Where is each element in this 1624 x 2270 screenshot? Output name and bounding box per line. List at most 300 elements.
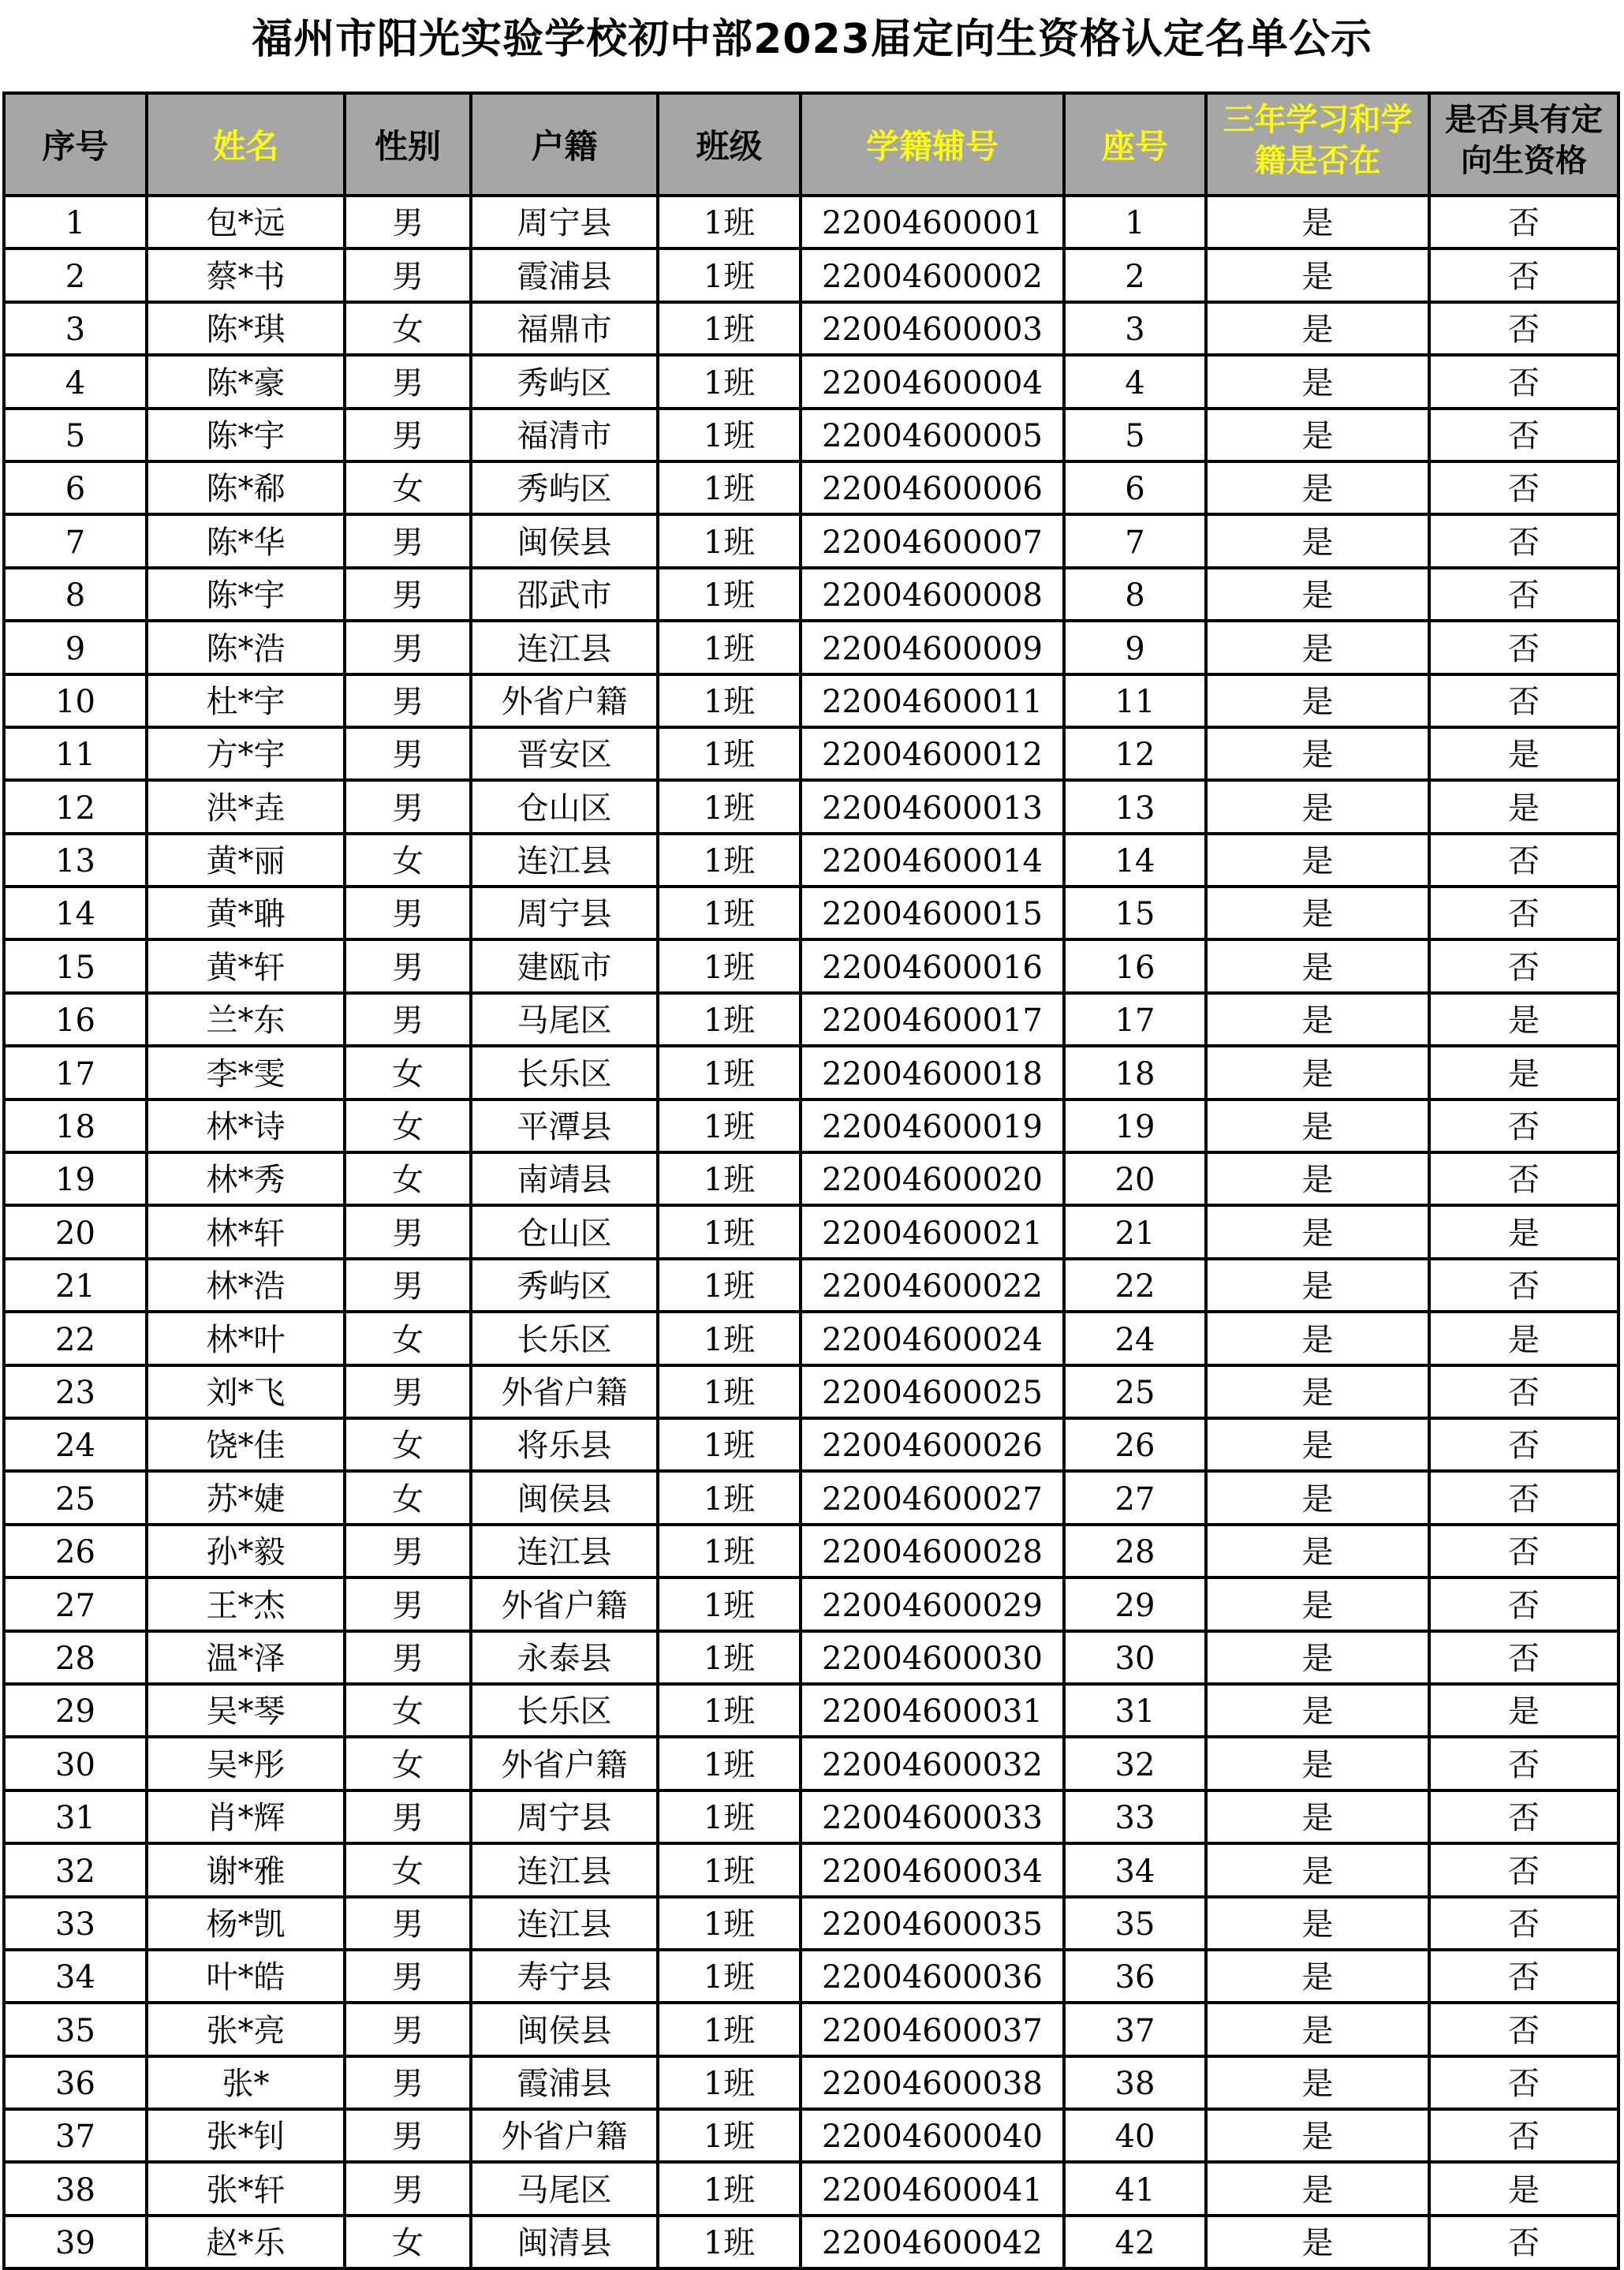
cell-three-years: 是 bbox=[1206, 993, 1429, 1046]
cell-seq: 1 bbox=[4, 196, 147, 248]
cell-gender: 男 bbox=[345, 621, 471, 674]
cell-seat: 20 bbox=[1064, 1152, 1206, 1205]
cell-three-years: 是 bbox=[1206, 302, 1429, 355]
cell-student-id: 22004600001 bbox=[801, 196, 1064, 248]
cell-gender: 女 bbox=[345, 1312, 471, 1365]
col-header-gender: 性别 bbox=[345, 93, 471, 196]
cell-name: 饶*佳 bbox=[147, 1418, 345, 1471]
cell-seat: 8 bbox=[1064, 568, 1206, 621]
cell-eligible: 是 bbox=[1429, 727, 1618, 780]
cell-class: 1班 bbox=[658, 196, 801, 248]
cell-student-id: 22004600034 bbox=[801, 1843, 1064, 1896]
cell-name: 肖*辉 bbox=[147, 1790, 345, 1843]
cell-eligible: 是 bbox=[1429, 1205, 1618, 1258]
cell-gender: 女 bbox=[345, 461, 471, 514]
table-row bbox=[4, 1418, 1618, 1471]
table-row bbox=[4, 1631, 1618, 1684]
cell-three-years: 是 bbox=[1206, 1790, 1429, 1843]
cell-seq: 2 bbox=[4, 248, 147, 301]
cell-three-years: 是 bbox=[1206, 409, 1429, 461]
cell-seat: 30 bbox=[1064, 1631, 1206, 1684]
cell-hukou: 闽侯县 bbox=[471, 514, 658, 567]
cell-eligible: 否 bbox=[1429, 2216, 1618, 2268]
cell-seat: 42 bbox=[1064, 2216, 1206, 2268]
cell-name: 杨*凯 bbox=[147, 1897, 345, 1950]
cell-eligible: 否 bbox=[1429, 1577, 1618, 1630]
cell-eligible: 否 bbox=[1429, 1259, 1618, 1312]
cell-eligible: 否 bbox=[1429, 2056, 1618, 2109]
cell-three-years: 是 bbox=[1206, 1471, 1429, 1524]
cell-class: 1班 bbox=[658, 1950, 801, 2003]
cell-eligible: 否 bbox=[1429, 1843, 1618, 1896]
table-body bbox=[4, 196, 1618, 2268]
cell-hukou: 连江县 bbox=[471, 1525, 658, 1577]
cell-student-id: 22004600006 bbox=[801, 461, 1064, 514]
cell-hukou: 寿宁县 bbox=[471, 1950, 658, 2003]
cell-student-id: 22004600033 bbox=[801, 1790, 1064, 1843]
cell-gender: 男 bbox=[345, 887, 471, 939]
cell-eligible: 否 bbox=[1429, 568, 1618, 621]
cell-eligible: 是 bbox=[1429, 1046, 1618, 1099]
cell-name: 林*轩 bbox=[147, 1205, 345, 1258]
cell-gender: 男 bbox=[345, 1365, 471, 1418]
cell-name: 杜*宇 bbox=[147, 674, 345, 727]
cell-student-id: 22004600017 bbox=[801, 993, 1064, 1046]
cell-eligible: 否 bbox=[1429, 887, 1618, 939]
cell-gender: 男 bbox=[345, 1259, 471, 1312]
cell-three-years: 是 bbox=[1206, 887, 1429, 939]
cell-class: 1班 bbox=[658, 461, 801, 514]
cell-eligible: 否 bbox=[1429, 1897, 1618, 1950]
cell-seat: 13 bbox=[1064, 780, 1206, 833]
cell-hukou: 将乐县 bbox=[471, 1418, 658, 1471]
cell-eligible: 是 bbox=[1429, 993, 1618, 1046]
table-row bbox=[4, 2216, 1618, 2268]
table-row bbox=[4, 196, 1618, 248]
cell-hukou: 马尾区 bbox=[471, 2162, 658, 2215]
cell-gender: 男 bbox=[345, 355, 471, 408]
cell-gender: 男 bbox=[345, 993, 471, 1046]
cell-seq: 29 bbox=[4, 1684, 147, 1737]
table-row bbox=[4, 302, 1618, 355]
cell-seq: 25 bbox=[4, 1471, 147, 1524]
cell-student-id: 22004600037 bbox=[801, 2003, 1064, 2055]
cell-student-id: 22004600028 bbox=[801, 1525, 1064, 1577]
cell-eligible: 否 bbox=[1429, 1471, 1618, 1524]
cell-class: 1班 bbox=[658, 355, 801, 408]
cell-name: 张*亮 bbox=[147, 2003, 345, 2055]
cell-student-id: 22004600015 bbox=[801, 887, 1064, 939]
table-row bbox=[4, 1897, 1618, 1950]
cell-class: 1班 bbox=[658, 1418, 801, 1471]
cell-class: 1班 bbox=[658, 1365, 801, 1418]
cell-student-id: 22004600029 bbox=[801, 1577, 1064, 1630]
cell-three-years: 是 bbox=[1206, 1843, 1429, 1896]
cell-class: 1班 bbox=[658, 1684, 801, 1737]
cell-seq: 36 bbox=[4, 2056, 147, 2109]
cell-name: 苏*婕 bbox=[147, 1471, 345, 1524]
cell-seat: 35 bbox=[1064, 1897, 1206, 1950]
cell-eligible: 否 bbox=[1429, 248, 1618, 301]
cell-eligible: 是 bbox=[1429, 780, 1618, 833]
cell-name: 林*诗 bbox=[147, 1100, 345, 1152]
cell-hukou: 福鼎市 bbox=[471, 302, 658, 355]
cell-eligible: 否 bbox=[1429, 2003, 1618, 2055]
col-header-hukou: 户籍 bbox=[471, 93, 658, 196]
cell-name: 温*泽 bbox=[147, 1631, 345, 1684]
cell-name: 吴*彤 bbox=[147, 1737, 345, 1790]
cell-student-id: 22004600040 bbox=[801, 2109, 1064, 2162]
cell-student-id: 22004600013 bbox=[801, 780, 1064, 833]
cell-class: 1班 bbox=[658, 1790, 801, 1843]
table-row bbox=[4, 461, 1618, 514]
cell-seat: 22 bbox=[1064, 1259, 1206, 1312]
cell-class: 1班 bbox=[658, 1312, 801, 1365]
cell-seat: 4 bbox=[1064, 355, 1206, 408]
cell-eligible: 否 bbox=[1429, 674, 1618, 727]
cell-three-years: 是 bbox=[1206, 1684, 1429, 1737]
cell-hukou: 外省户籍 bbox=[471, 2109, 658, 2162]
cell-eligible: 否 bbox=[1429, 1418, 1618, 1471]
cell-seq: 37 bbox=[4, 2109, 147, 2162]
table-row bbox=[4, 248, 1618, 301]
cell-hukou: 仓山区 bbox=[471, 1205, 658, 1258]
table-row bbox=[4, 2003, 1618, 2055]
cell-hukou: 闽侯县 bbox=[471, 1471, 658, 1524]
cell-seq: 30 bbox=[4, 1737, 147, 1790]
cell-class: 1班 bbox=[658, 1843, 801, 1896]
col-header-seat: 座号 bbox=[1064, 93, 1206, 196]
cell-hukou: 外省户籍 bbox=[471, 1737, 658, 1790]
cell-gender: 男 bbox=[345, 2056, 471, 2109]
cell-student-id: 22004600022 bbox=[801, 1259, 1064, 1312]
table-row bbox=[4, 1684, 1618, 1737]
cell-name: 叶*皓 bbox=[147, 1950, 345, 2003]
cell-hukou: 建瓯市 bbox=[471, 939, 658, 992]
cell-three-years: 是 bbox=[1206, 2056, 1429, 2109]
cell-name: 李*雯 bbox=[147, 1046, 345, 1099]
table-row bbox=[4, 2162, 1618, 2215]
cell-name: 刘*飞 bbox=[147, 1365, 345, 1418]
cell-seq: 39 bbox=[4, 2216, 147, 2268]
table-row bbox=[4, 939, 1618, 992]
cell-hukou: 南靖县 bbox=[471, 1152, 658, 1205]
cell-eligible: 否 bbox=[1429, 196, 1618, 248]
cell-gender: 女 bbox=[345, 1843, 471, 1896]
cell-student-id: 22004600027 bbox=[801, 1471, 1064, 1524]
cell-seq: 35 bbox=[4, 2003, 147, 2055]
cell-student-id: 22004600002 bbox=[801, 248, 1064, 301]
cell-seq: 34 bbox=[4, 1950, 147, 2003]
cell-three-years: 是 bbox=[1206, 1418, 1429, 1471]
cell-hukou: 周宁县 bbox=[471, 1790, 658, 1843]
cell-class: 1班 bbox=[658, 1525, 801, 1577]
cell-class: 1班 bbox=[658, 248, 801, 301]
cell-hukou: 外省户籍 bbox=[471, 1365, 658, 1418]
cell-seat: 38 bbox=[1064, 2056, 1206, 2109]
cell-gender: 女 bbox=[345, 1684, 471, 1737]
cell-gender: 女 bbox=[345, 1737, 471, 1790]
cell-three-years: 是 bbox=[1206, 939, 1429, 992]
cell-class: 1班 bbox=[658, 780, 801, 833]
cell-seat: 26 bbox=[1064, 1418, 1206, 1471]
cell-name: 蔡*书 bbox=[147, 248, 345, 301]
cell-seq: 14 bbox=[4, 887, 147, 939]
cell-three-years: 是 bbox=[1206, 355, 1429, 408]
cell-seat: 14 bbox=[1064, 834, 1206, 887]
cell-hukou: 闽清县 bbox=[471, 2216, 658, 2268]
cell-three-years: 是 bbox=[1206, 1205, 1429, 1258]
cell-seq: 38 bbox=[4, 2162, 147, 2215]
cell-seq: 15 bbox=[4, 939, 147, 992]
cell-hukou: 连江县 bbox=[471, 621, 658, 674]
cell-name: 吴*琴 bbox=[147, 1684, 345, 1737]
table-row bbox=[4, 1471, 1618, 1524]
cell-three-years: 是 bbox=[1206, 780, 1429, 833]
cell-three-years: 是 bbox=[1206, 1950, 1429, 2003]
cell-class: 1班 bbox=[658, 514, 801, 567]
cell-three-years: 是 bbox=[1206, 1365, 1429, 1418]
cell-seat: 31 bbox=[1064, 1684, 1206, 1737]
table-row bbox=[4, 2109, 1618, 2162]
cell-name: 张*轩 bbox=[147, 2162, 345, 2215]
table-row bbox=[4, 621, 1618, 674]
cell-seat: 15 bbox=[1064, 887, 1206, 939]
table-row bbox=[4, 1100, 1618, 1152]
cell-seat: 17 bbox=[1064, 993, 1206, 1046]
cell-three-years: 是 bbox=[1206, 1152, 1429, 1205]
cell-three-years: 是 bbox=[1206, 834, 1429, 887]
col-header-class: 班级 bbox=[658, 93, 801, 196]
cell-class: 1班 bbox=[658, 621, 801, 674]
cell-student-id: 22004600031 bbox=[801, 1684, 1064, 1737]
table-row bbox=[4, 1737, 1618, 1790]
cell-eligible: 否 bbox=[1429, 1525, 1618, 1577]
cell-seq: 20 bbox=[4, 1205, 147, 1258]
cell-three-years: 是 bbox=[1206, 674, 1429, 727]
cell-three-years: 是 bbox=[1206, 1525, 1429, 1577]
cell-seq: 27 bbox=[4, 1577, 147, 1630]
cell-student-id: 22004600025 bbox=[801, 1365, 1064, 1418]
col-header-seq: 序号 bbox=[4, 93, 147, 196]
cell-seq: 4 bbox=[4, 355, 147, 408]
cell-name: 赵*乐 bbox=[147, 2216, 345, 2268]
table-row bbox=[4, 409, 1618, 461]
eligibility-table bbox=[2, 91, 1620, 2270]
cell-seat: 24 bbox=[1064, 1312, 1206, 1365]
cell-hukou: 长乐区 bbox=[471, 1312, 658, 1365]
cell-class: 1班 bbox=[658, 2056, 801, 2109]
cell-name: 谢*雅 bbox=[147, 1843, 345, 1896]
cell-class: 1班 bbox=[658, 568, 801, 621]
cell-eligible: 是 bbox=[1429, 1312, 1618, 1365]
cell-name: 孙*毅 bbox=[147, 1525, 345, 1577]
page-title: 福州市阳光实验学校初中部2023届定向生资格认定名单公示 bbox=[252, 16, 1372, 63]
table-row bbox=[4, 514, 1618, 567]
col-header-three-years: 三年学习和学籍是否在 bbox=[1206, 93, 1429, 196]
cell-gender: 男 bbox=[345, 1525, 471, 1577]
cell-three-years: 是 bbox=[1206, 1259, 1429, 1312]
cell-eligible: 否 bbox=[1429, 939, 1618, 992]
cell-seq: 32 bbox=[4, 1843, 147, 1896]
cell-three-years: 是 bbox=[1206, 2109, 1429, 2162]
cell-eligible: 否 bbox=[1429, 621, 1618, 674]
cell-name: 包*远 bbox=[147, 196, 345, 248]
cell-three-years: 是 bbox=[1206, 1100, 1429, 1152]
cell-seq: 33 bbox=[4, 1897, 147, 1950]
cell-three-years: 是 bbox=[1206, 1737, 1429, 1790]
cell-name: 陈*宇 bbox=[147, 409, 345, 461]
cell-gender: 女 bbox=[345, 1046, 471, 1099]
cell-gender: 男 bbox=[345, 674, 471, 727]
cell-hukou: 秀屿区 bbox=[471, 1259, 658, 1312]
cell-class: 1班 bbox=[658, 887, 801, 939]
cell-student-id: 22004600005 bbox=[801, 409, 1064, 461]
cell-seq: 9 bbox=[4, 621, 147, 674]
cell-class: 1班 bbox=[658, 2162, 801, 2215]
cell-student-id: 22004600036 bbox=[801, 1950, 1064, 2003]
cell-seat: 33 bbox=[1064, 1790, 1206, 1843]
cell-eligible: 否 bbox=[1429, 355, 1618, 408]
cell-gender: 女 bbox=[345, 2216, 471, 2268]
cell-student-id: 22004600007 bbox=[801, 514, 1064, 567]
table-row bbox=[4, 993, 1618, 1046]
cell-gender: 男 bbox=[345, 1205, 471, 1258]
cell-hukou: 秀屿区 bbox=[471, 355, 658, 408]
cell-student-id: 22004600038 bbox=[801, 2056, 1064, 2109]
cell-hukou: 长乐区 bbox=[471, 1684, 658, 1737]
cell-class: 1班 bbox=[658, 2109, 801, 2162]
cell-student-id: 22004600009 bbox=[801, 621, 1064, 674]
table-row bbox=[4, 1525, 1618, 1577]
cell-class: 1班 bbox=[658, 939, 801, 992]
cell-name: 张*钊 bbox=[147, 2109, 345, 2162]
cell-hukou: 连江县 bbox=[471, 834, 658, 887]
cell-seq: 26 bbox=[4, 1525, 147, 1577]
table-row bbox=[4, 1312, 1618, 1365]
cell-three-years: 是 bbox=[1206, 248, 1429, 301]
cell-name: 黄*聃 bbox=[147, 887, 345, 939]
cell-seat: 41 bbox=[1064, 2162, 1206, 2215]
cell-class: 1班 bbox=[658, 834, 801, 887]
cell-seq: 19 bbox=[4, 1152, 147, 1205]
cell-hukou: 外省户籍 bbox=[471, 1577, 658, 1630]
cell-name: 陈*郗 bbox=[147, 461, 345, 514]
cell-gender: 女 bbox=[345, 1152, 471, 1205]
cell-seat: 40 bbox=[1064, 2109, 1206, 2162]
cell-hukou: 长乐区 bbox=[471, 1046, 658, 1099]
cell-student-id: 22004600030 bbox=[801, 1631, 1064, 1684]
cell-student-id: 22004600019 bbox=[801, 1100, 1064, 1152]
cell-hukou: 仓山区 bbox=[471, 780, 658, 833]
cell-seq: 17 bbox=[4, 1046, 147, 1099]
cell-seq: 31 bbox=[4, 1790, 147, 1843]
cell-eligible: 否 bbox=[1429, 834, 1618, 887]
cell-gender: 女 bbox=[345, 834, 471, 887]
table-row bbox=[4, 780, 1618, 833]
cell-class: 1班 bbox=[658, 1100, 801, 1152]
cell-class: 1班 bbox=[658, 1897, 801, 1950]
cell-student-id: 22004600016 bbox=[801, 939, 1064, 992]
table-row bbox=[4, 1205, 1618, 1258]
col-header-eligible: 是否具有定向生资格 bbox=[1429, 93, 1618, 196]
cell-eligible: 否 bbox=[1429, 461, 1618, 514]
cell-eligible: 否 bbox=[1429, 1365, 1618, 1418]
cell-gender: 男 bbox=[345, 409, 471, 461]
cell-hukou: 周宁县 bbox=[471, 887, 658, 939]
cell-name: 陈*豪 bbox=[147, 355, 345, 408]
cell-seq: 6 bbox=[4, 461, 147, 514]
cell-seq: 7 bbox=[4, 514, 147, 567]
cell-hukou: 连江县 bbox=[471, 1843, 658, 1896]
cell-gender: 男 bbox=[345, 2109, 471, 2162]
cell-class: 1班 bbox=[658, 1737, 801, 1790]
cell-student-id: 22004600026 bbox=[801, 1418, 1064, 1471]
cell-seat: 16 bbox=[1064, 939, 1206, 992]
cell-class: 1班 bbox=[658, 409, 801, 461]
cell-eligible: 是 bbox=[1429, 2162, 1618, 2215]
cell-seat: 5 bbox=[1064, 409, 1206, 461]
cell-class: 1班 bbox=[658, 1046, 801, 1099]
cell-three-years: 是 bbox=[1206, 514, 1429, 567]
cell-name: 林*浩 bbox=[147, 1259, 345, 1312]
cell-seat: 25 bbox=[1064, 1365, 1206, 1418]
cell-three-years: 是 bbox=[1206, 1312, 1429, 1365]
cell-gender: 女 bbox=[345, 302, 471, 355]
cell-three-years: 是 bbox=[1206, 2216, 1429, 2268]
cell-name: 林*秀 bbox=[147, 1152, 345, 1205]
cell-class: 1班 bbox=[658, 1259, 801, 1312]
cell-student-id: 22004600032 bbox=[801, 1737, 1064, 1790]
cell-gender: 男 bbox=[345, 780, 471, 833]
cell-name: 方*宇 bbox=[147, 727, 345, 780]
table-row bbox=[4, 887, 1618, 939]
cell-gender: 女 bbox=[345, 1418, 471, 1471]
cell-hukou: 外省户籍 bbox=[471, 674, 658, 727]
cell-gender: 女 bbox=[345, 1471, 471, 1524]
cell-student-id: 22004600014 bbox=[801, 834, 1064, 887]
cell-name: 洪*垚 bbox=[147, 780, 345, 833]
cell-student-id: 22004600021 bbox=[801, 1205, 1064, 1258]
cell-seq: 10 bbox=[4, 674, 147, 727]
col-header-student-id: 学籍辅号 bbox=[801, 93, 1064, 196]
cell-seat: 3 bbox=[1064, 302, 1206, 355]
cell-eligible: 否 bbox=[1429, 1737, 1618, 1790]
cell-seat: 6 bbox=[1064, 461, 1206, 514]
cell-three-years: 是 bbox=[1206, 461, 1429, 514]
cell-hukou: 周宁县 bbox=[471, 196, 658, 248]
cell-three-years: 是 bbox=[1206, 1577, 1429, 1630]
cell-eligible: 否 bbox=[1429, 2109, 1618, 2162]
cell-hukou: 邵武市 bbox=[471, 568, 658, 621]
cell-hukou: 霞浦县 bbox=[471, 248, 658, 301]
cell-seq: 3 bbox=[4, 302, 147, 355]
cell-student-id: 22004600011 bbox=[801, 674, 1064, 727]
table-row bbox=[4, 1365, 1618, 1418]
cell-name: 王*杰 bbox=[147, 1577, 345, 1630]
cell-gender: 男 bbox=[345, 1950, 471, 2003]
cell-gender: 男 bbox=[345, 1631, 471, 1684]
cell-seat: 37 bbox=[1064, 2003, 1206, 2055]
cell-name: 兰*东 bbox=[147, 993, 345, 1046]
cell-name: 黄*轩 bbox=[147, 939, 345, 992]
table-row bbox=[4, 568, 1618, 621]
cell-gender: 男 bbox=[345, 727, 471, 780]
cell-gender: 男 bbox=[345, 248, 471, 301]
cell-hukou: 平潭县 bbox=[471, 1100, 658, 1152]
cell-seq: 11 bbox=[4, 727, 147, 780]
cell-seq: 28 bbox=[4, 1631, 147, 1684]
